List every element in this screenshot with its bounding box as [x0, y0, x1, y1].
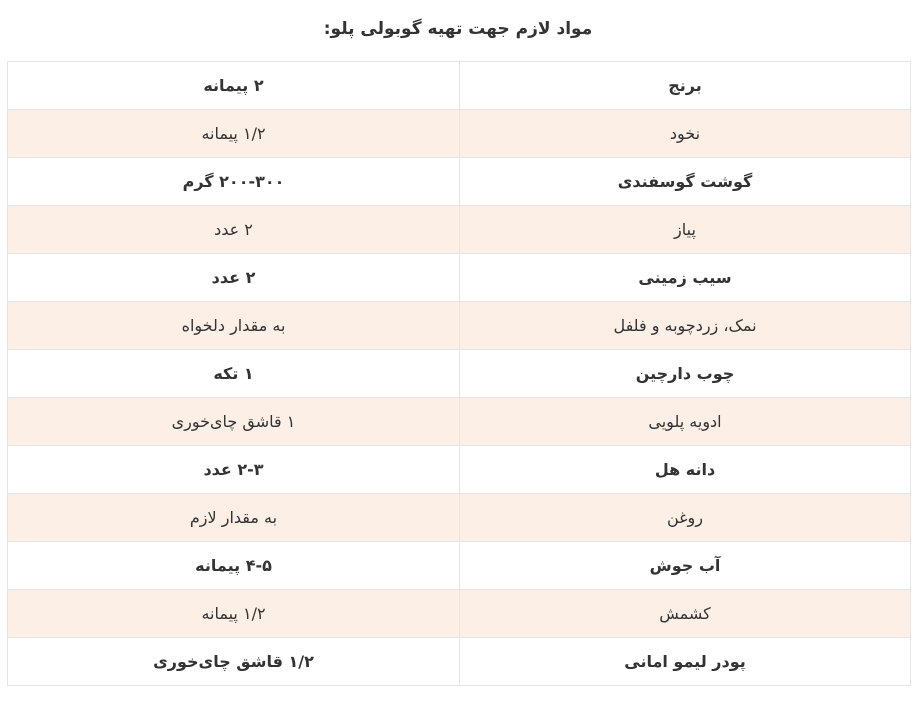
table-row [8, 206, 911, 254]
ingredients-title: مواد لازم جهت تهیه گوبولی پلو: [323, 19, 593, 39]
table-row [8, 350, 911, 398]
table-row [8, 398, 911, 446]
ingredient-amount: ۱ تکه [8, 350, 460, 398]
ingredient-amount: ۱/۲ قاشق چای‌خوری [8, 638, 460, 686]
ingredient-amount: به مقدار لازم [8, 494, 460, 542]
ingredient-amount: ۴-۵ پیمانه [8, 542, 460, 590]
ingredient-name: ادویه پلویی [460, 398, 911, 446]
ingredient-amount: ۱ قاشق چای‌خوری [8, 398, 460, 446]
table-row [8, 494, 911, 542]
table-row [8, 590, 911, 638]
table-row [8, 638, 911, 686]
ingredient-amount: ۲۰۰-۳۰۰ گرم [8, 158, 460, 206]
ingredient-name: برنج [460, 62, 911, 110]
table-row [8, 302, 911, 350]
ingredient-name: پودر لیمو امانی [460, 638, 911, 686]
ingredient-name: نمک، زردچوبه و فلفل [460, 302, 911, 350]
ingredient-name: پیاز [460, 206, 911, 254]
table-row [8, 110, 911, 158]
table-row [8, 158, 911, 206]
ingredient-amount: ۲ پیمانه [8, 62, 460, 110]
ingredient-name: روغن [460, 494, 911, 542]
ingredients-table [7, 61, 911, 686]
table-row [8, 542, 911, 590]
ingredient-amount: ۱/۲ پیمانه [8, 590, 460, 638]
ingredient-amount: ۲-۳ عدد [8, 446, 460, 494]
ingredient-amount: به مقدار دلخواه [8, 302, 460, 350]
ingredient-name: آب جوش [460, 542, 911, 590]
ingredient-name: سیب زمینی [460, 254, 911, 302]
ingredient-name: چوب دارچین [460, 350, 911, 398]
ingredient-name: نخود [460, 110, 911, 158]
ingredient-amount: ۲ عدد [8, 254, 460, 302]
ingredient-name: کشمش [460, 590, 911, 638]
ingredient-name: گوشت گوسفندی [460, 158, 911, 206]
table-row [8, 446, 911, 494]
table-row [8, 254, 911, 302]
ingredient-amount: ۱/۲ پیمانه [8, 110, 460, 158]
ingredient-name: دانه هل [460, 446, 911, 494]
table-row [8, 62, 911, 110]
ingredient-amount: ۲ عدد [8, 206, 460, 254]
